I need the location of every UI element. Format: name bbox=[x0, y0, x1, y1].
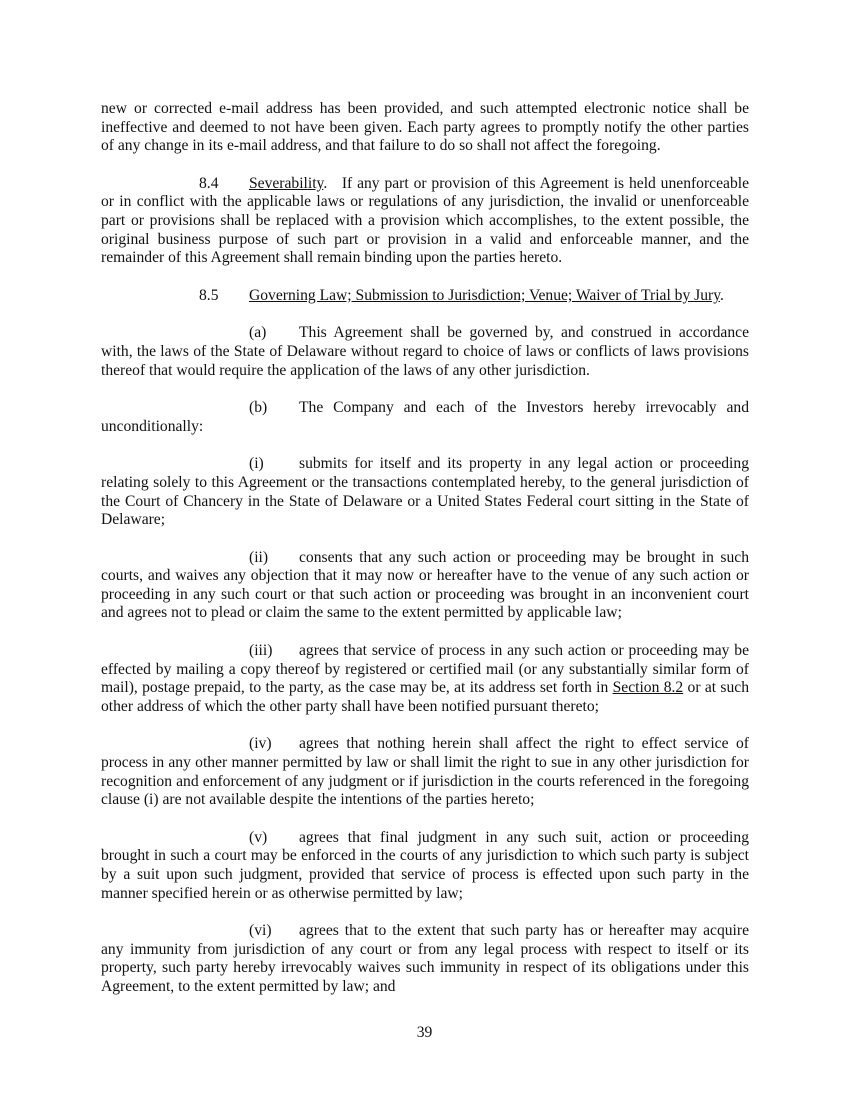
clause-a-label: (a) bbox=[249, 324, 267, 342]
clause-ii-text: consents that any such action or proceeding may be brought in such courts, and waives any objection that it may now or hereafter have to the venue of any such action or proceeding in any such court or that such action or proceeding was brought in an inconvenient court and agrees not to plead or claim the same to the extent permitted by applicable law; bbox=[101, 548, 749, 622]
section-8-5 bbox=[101, 287, 749, 306]
clause-i-label: (i) bbox=[249, 455, 264, 473]
clause-a bbox=[101, 324, 749, 380]
clause-iv-label: (iv) bbox=[249, 735, 272, 753]
section-8-4-heading: Severability bbox=[249, 174, 324, 192]
clause-v-text: agrees that final judgment in any such suit, action or proceeding brought in such a court may be enforced in the courts of any jurisdiction to which such party is subject by a suit upon such judgment, provided that service of process is effected upon such party in the manner specified herein or as otherwise permitted by law; bbox=[101, 828, 749, 902]
clause-ii-label: (ii) bbox=[249, 548, 269, 566]
clause-iii bbox=[101, 642, 749, 716]
section-8-4-number: 8.4 bbox=[199, 174, 219, 192]
clause-ii bbox=[101, 549, 749, 623]
section-8-2-reference: Section 8.2 bbox=[612, 679, 684, 697]
section-8-4-text: If any part or provision of this Agreement is held unenforceable or in conflict with the applicable laws or regulations of any jurisdiction, the invalid or unenforceable part or provisions shall be replaced with a provision which accomplishes, to the extent possible, the original business purpose of such part or provision in a valid and enforceable manner, and the remainder of this Agreement shall remain binding upon the parties hereto. bbox=[101, 174, 749, 267]
clause-vi-label: (vi) bbox=[249, 922, 272, 940]
clause-b-label: (b) bbox=[249, 399, 268, 417]
page-number: 39 bbox=[416, 1024, 433, 1041]
clause-i bbox=[101, 455, 749, 529]
intro-paragraph: new or corrected e-mail address has been provided, and such attempted electronic notice shall be ineffective and deemed to not have been given. Each party agrees to promptly notify the other parties of any change in its e-mail address, and that failure to do so shall not affect the foregoing. bbox=[101, 100, 749, 155]
clause-iv bbox=[101, 735, 749, 809]
clause-vi-text: agrees that to the extent that such party has or hereafter may acquire any immunity from jurisdiction of any court or from any legal process with respect to itself or its property, such party hereby irrevocably waives such immunity in respect of its obligations under this Agreement, to the extent permitted by law; and bbox=[101, 922, 749, 995]
clause-i-text: submits for itself and its property in any legal action or proceeding relating solely to this Agreement or the transactions contemplated hereby, to the general jurisdiction of the Court of Chancery in the State of Delaware or a United States Federal court sitting in the State of Delaware; bbox=[101, 455, 749, 529]
clause-b bbox=[101, 399, 749, 436]
clause-b-text: The Company and each of the Investors hereby irrevocably and unconditionally: bbox=[101, 399, 749, 435]
section-8-4 bbox=[101, 175, 749, 268]
clause-iii-text: agrees that service of process in any such action or proceeding may be effected by mailing a copy thereof by registered or certified mail (or any substantially similar form of mail), postage prepaid, to the party, as the case may be, at its address set forth in bbox=[101, 642, 749, 697]
section-8-4-heading-period: . bbox=[323, 174, 328, 192]
clause-v bbox=[101, 829, 749, 903]
clause-v-label: (v) bbox=[249, 828, 268, 846]
clause-iii-text-after: or at such other address of which the other party shall have been notified pursuant thereto; bbox=[101, 679, 749, 715]
section-8-5-heading-period: . bbox=[720, 286, 724, 304]
document-page bbox=[101, 100, 749, 997]
clause-vi bbox=[101, 922, 749, 996]
clause-a-text: This Agreement shall be governed by, and construed in accordance with, the laws of the State of Delaware without regard to choice of laws or conflicts of laws provisions thereof that would require the application of the laws of any other jurisdiction. bbox=[101, 324, 749, 379]
section-8-5-number: 8.5 bbox=[199, 286, 219, 304]
clause-iv-text: agrees that nothing herein shall affect the right to effect service of process in any other manner permitted by law or shall limit the right to sue in any other jurisdiction for recognition and enforcement of any judgment or if jurisdiction in the courts referenced in the foregoing clause (i) are not available despite the intentions of the parties hereto; bbox=[101, 735, 749, 809]
section-8-5-heading: Governing Law; Submission to Jurisdiction; Venue; Waiver of Trial by Jury bbox=[249, 286, 721, 304]
clause-iii-label: (iii) bbox=[249, 642, 273, 660]
